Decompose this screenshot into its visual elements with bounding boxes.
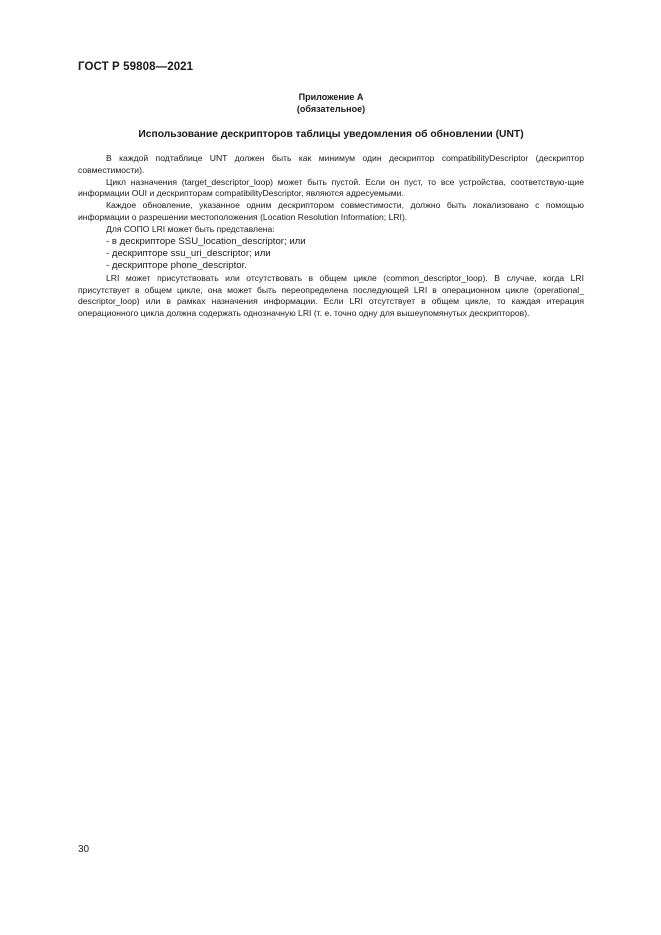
paragraph: Цикл назначения (target_descriptor_loop) может быть пустой. Если он пуст, то все устройства, соответствую-щие информации OUI и дескрипторам compatibilityDescriptor, являются адресуемыми. [78, 176, 584, 199]
list-item: - дескрипторе ssu_uri_descriptor; или [106, 247, 271, 259]
list-item: - дескрипторе phone_descriptor. [106, 260, 247, 272]
paragraph: Каждое обновление, указанное одним дескриптором совместимости, должно быть локализовано с помощью информации о разрешении местоположения (Location Resolution Information; LRI). [78, 200, 584, 222]
body-text [78, 153, 584, 320]
annex-status: (обязательное) [296, 104, 366, 114]
paragraph: LRI может присутствовать или отсутствовать в общем цикле (common_descriptor_loop). В случае, когда LRI присутствует в общем цикле, она может быть переопределена последующей LRI в операционном цикле (operational_ descriptor_loop) или в рамках назначения информации. Если LRI отсутствует в общем цикле, то каждая итерация операционного цикла должна содержать однозначную LRI (т. е. точно одну для вышеупомянутых дескрипторов). [78, 272, 584, 319]
document-header: ГОСТ Р 59808—2021 [78, 61, 194, 73]
page-number: 30 [78, 844, 90, 855]
paragraph: Для СОПО LRI может быть представлена: [106, 223, 275, 234]
paragraph: В каждой подтаблице UNT должен быть как минимум один дескриптор compatibilityDescriptor (дескриптор совместимости). [78, 153, 584, 175]
annex-label: Приложение А [298, 92, 364, 102]
annex-title: Использование дескрипторов таблицы уведомления об обновлении (UNT) [138, 129, 524, 140]
list-item: - в дескрипторе SSU_location_descriptor; или [106, 235, 306, 247]
annex-heading [78, 91, 584, 115]
